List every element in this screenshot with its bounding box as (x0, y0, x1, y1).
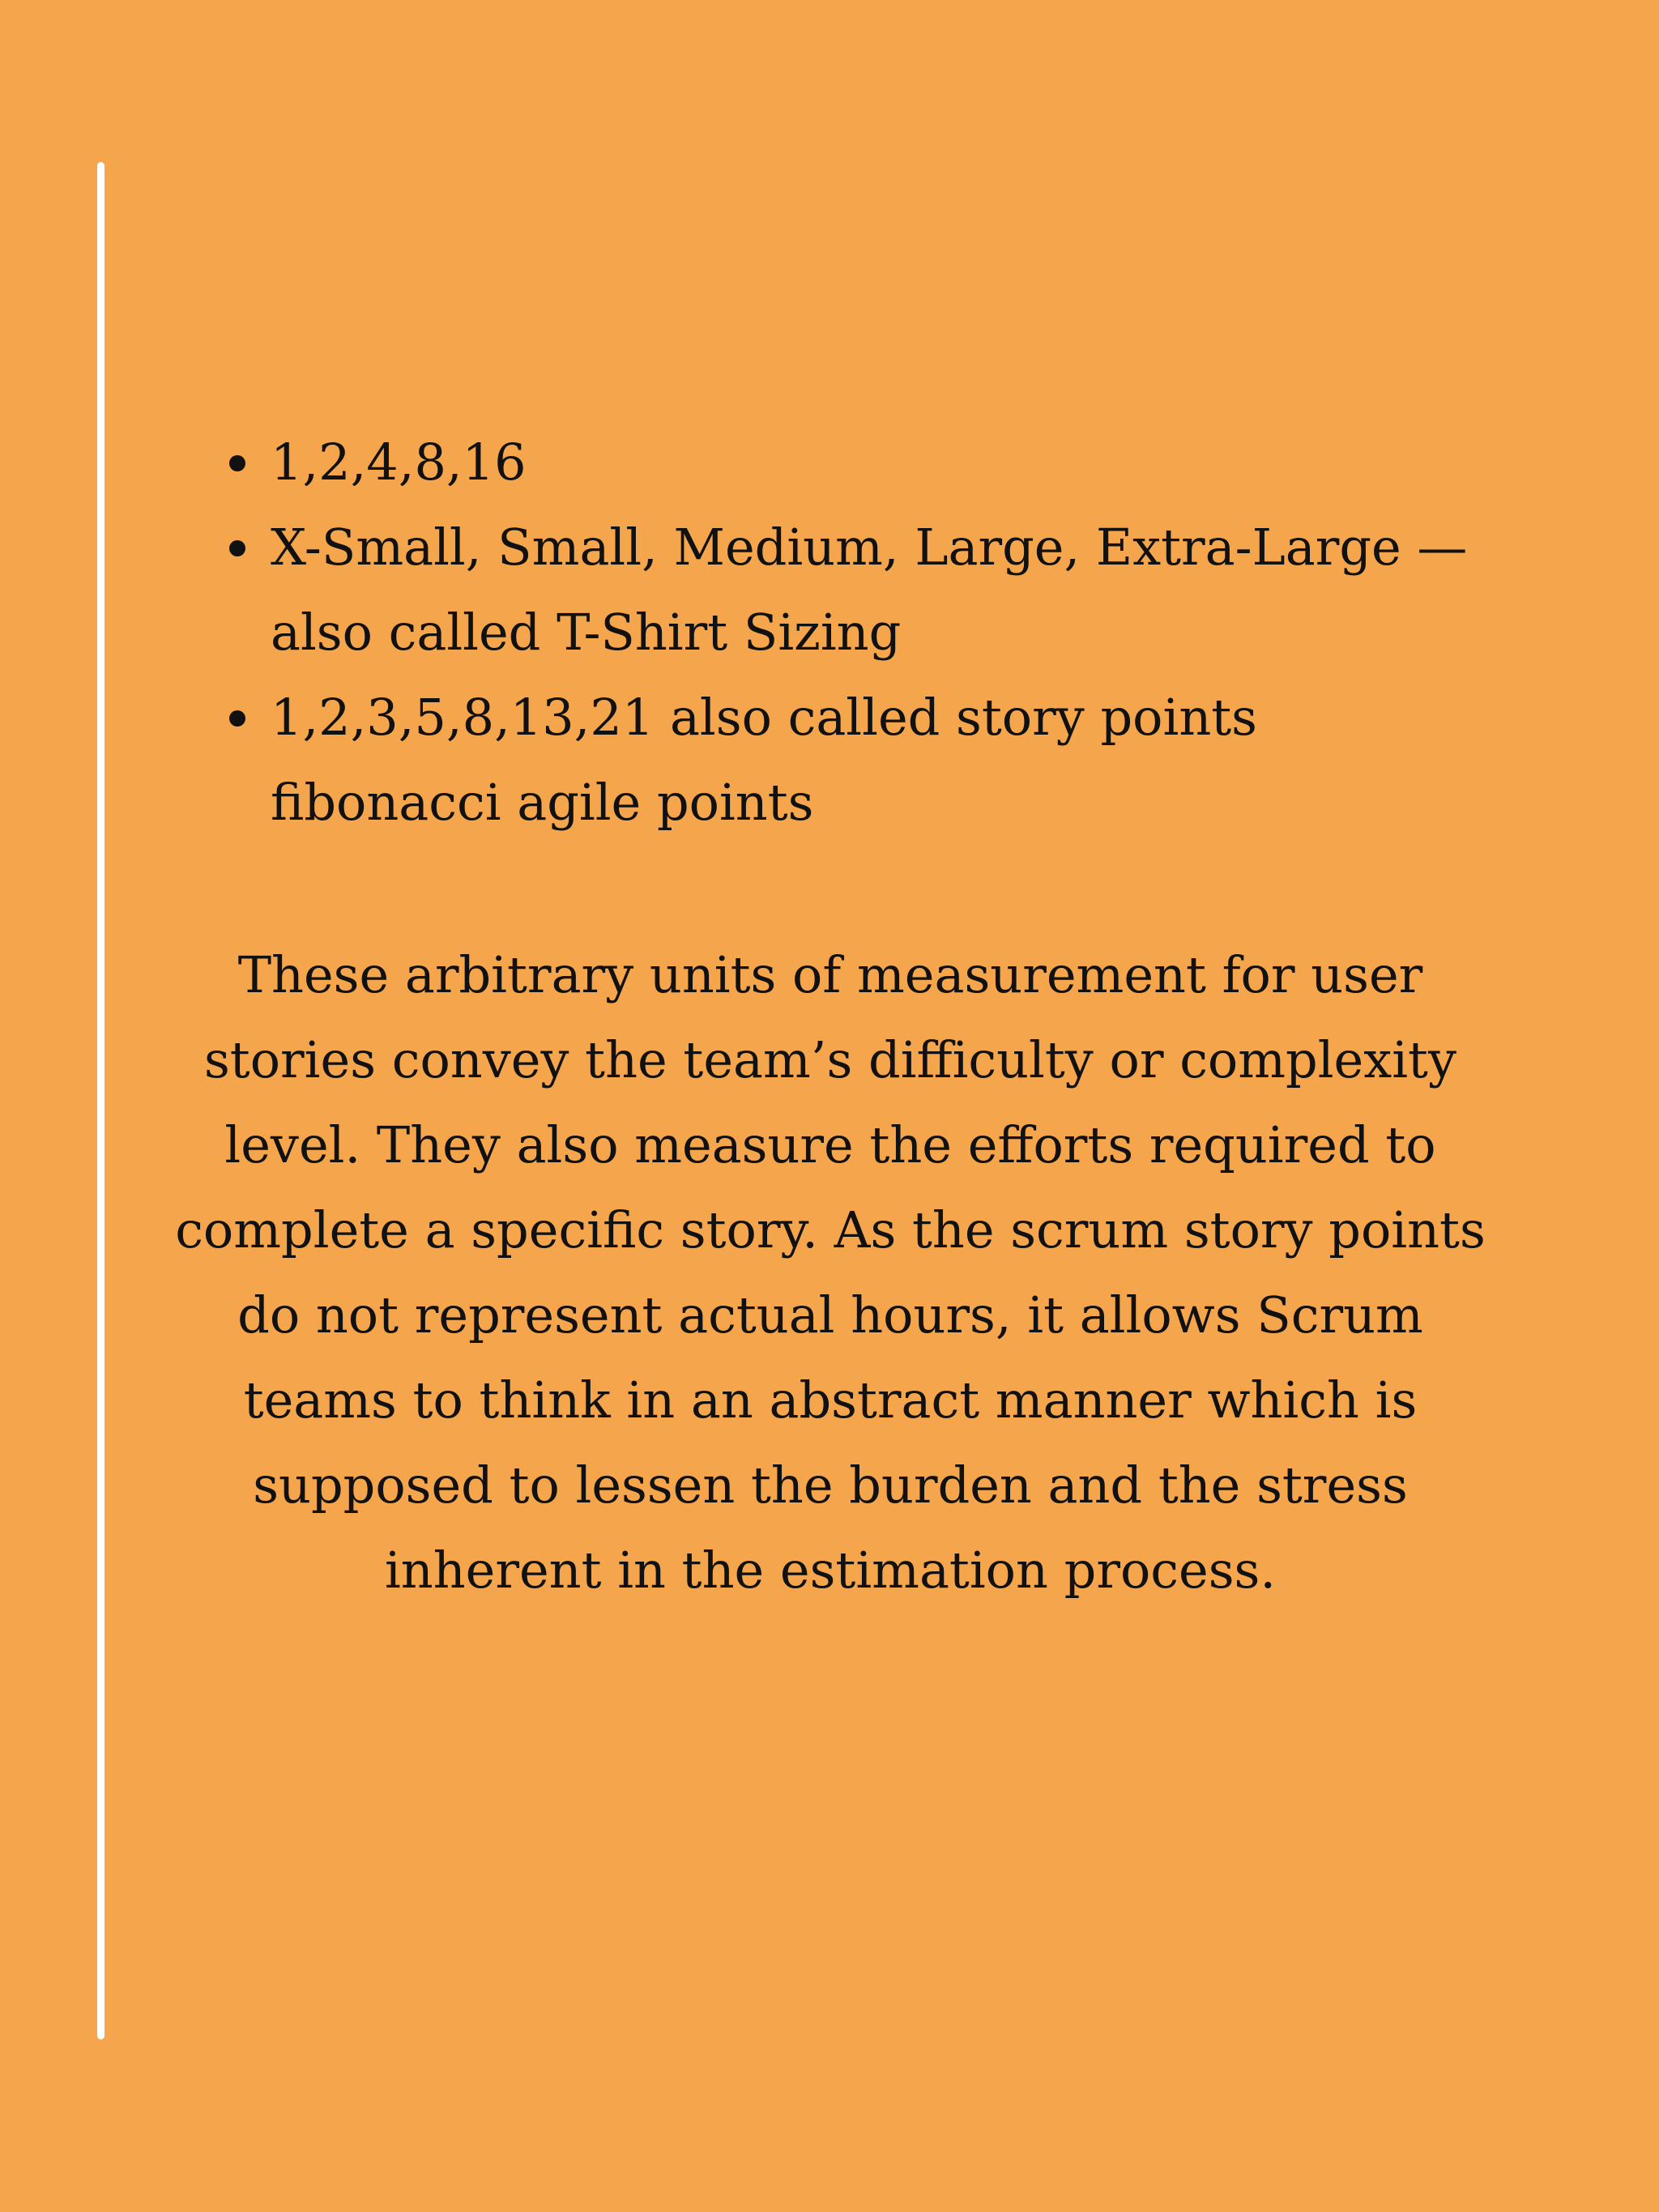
vertical-divider-line (97, 162, 104, 2039)
list-item: X-Small, Small, Medium, Large, Extra-Large — also called T-Shirt Sizing (271, 505, 1486, 675)
list-item: 1,2,4,8,16 (271, 420, 1486, 505)
estimation-scale-list (271, 420, 1486, 845)
description-paragraph: These arbitrary units of measurement for user stories convey the team’s difficulty or complexity level. They also measure the efforts required to complete a specific story. As the scrum story points do not represent actual hours, it allows Scrum teams to think in an abstract manner which is supposed to lessen the burden and the stress inherent in the estimation process. (175, 945, 1486, 1600)
list-item: 1,2,3,5,8,13,21 also called story points fibonacci agile points (271, 675, 1486, 845)
